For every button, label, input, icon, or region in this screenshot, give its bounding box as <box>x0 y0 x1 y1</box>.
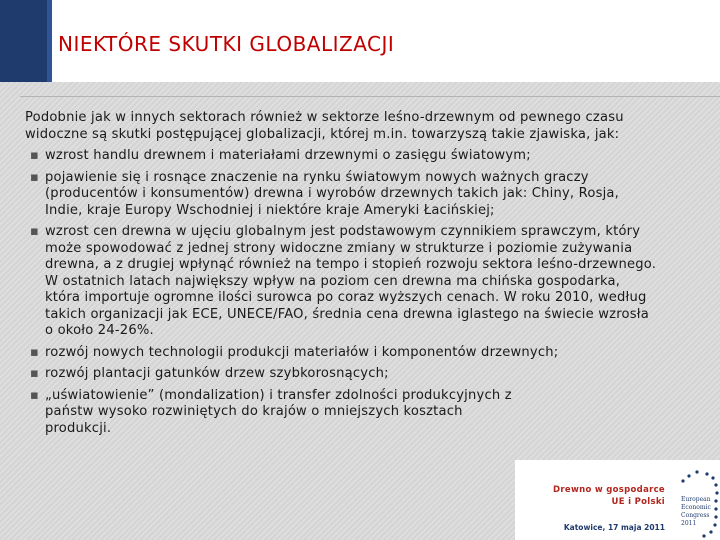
list-item <box>25 345 657 362</box>
bullet-icon: ▪ <box>30 224 40 239</box>
congress-name: European Economic Congress 2011 <box>681 496 711 527</box>
list-item <box>25 388 515 438</box>
event-name: Drewno w gospodarce UE i Polski <box>553 485 665 507</box>
header-bar <box>0 0 720 82</box>
list-item <box>25 170 657 220</box>
list-item-text: wzrost handlu drewnem i materiałami drzewnymi o zasięgu światowym; <box>45 148 531 163</box>
bullet-icon: ▪ <box>30 366 40 381</box>
title-divider <box>20 96 720 97</box>
list-item-text: pojawienie się i rosnące znaczenie na rynku światowym nowych ważnych graczy (producentów i konsumentów) drewna i wyrobów drzewnych takich jak: Chiny, Rosja, Indie, kraje Europy Wschodniej i niektóre kraje Ameryki Łacińskiej; <box>45 169 620 218</box>
header-accent <box>47 0 52 82</box>
bullet-icon: ▪ <box>30 148 40 163</box>
list-item-text: „uświatowienie” (mondalization) i transfer zdolności produkcyjnych z państw wysoko rozwiniętych do krajów o mniejszych kosztach produkcji. <box>45 387 512 436</box>
list-item-text: wzrost cen drewna w ujęciu globalnym jest podstawowym czynnikiem sprawczym, który może spowodować z jednej strony widoczne zmiany w strukturze i poziomie zużywania drewna, a z drugiej wpłynąć również na tempo i stopień rozwoju sektora leśno-drzewnego. W ostatnich latach największy wpływ na poziom cen drewna ma chińska gospodarka, która importuje ogromne ilości surowca po coraz wyższych cenach. W roku 2010, według takich organizacji jak ECE, UNECE/FAO, średnia cena drewna iglastego na świecie wzrosła o około 24-26%. <box>45 224 657 338</box>
congress-logo <box>515 460 720 540</box>
list-item <box>25 148 657 165</box>
bullet-icon: ▪ <box>30 169 40 185</box>
bullet-icon: ▪ <box>30 344 40 360</box>
slide-title: NIEKTÓRE SKUTKI GLOBALIZACJI <box>58 32 395 56</box>
list-item <box>25 366 657 383</box>
list-item-text: rozwój nowych technologii produkcji materiałów i komponentów drzewnych; <box>45 344 559 360</box>
header-band <box>0 0 47 82</box>
slide-content <box>25 110 657 442</box>
bullet-icon: ▪ <box>30 387 40 403</box>
list-item <box>25 224 657 340</box>
effects-list <box>25 148 657 437</box>
list-item-text: rozwój plantacji gatunków drzew szybkorosnących; <box>45 366 389 381</box>
event-date: Katowice, 17 maja 2011 <box>563 523 665 532</box>
intro-paragraph: Podobnie jak w innych sektorach również w sektorze leśno-drzewnym od pewnego czasu widoczne są skutki postępującej globalizacji, której m.in. towarzyszą takie zjawiska, jak: <box>25 110 624 142</box>
